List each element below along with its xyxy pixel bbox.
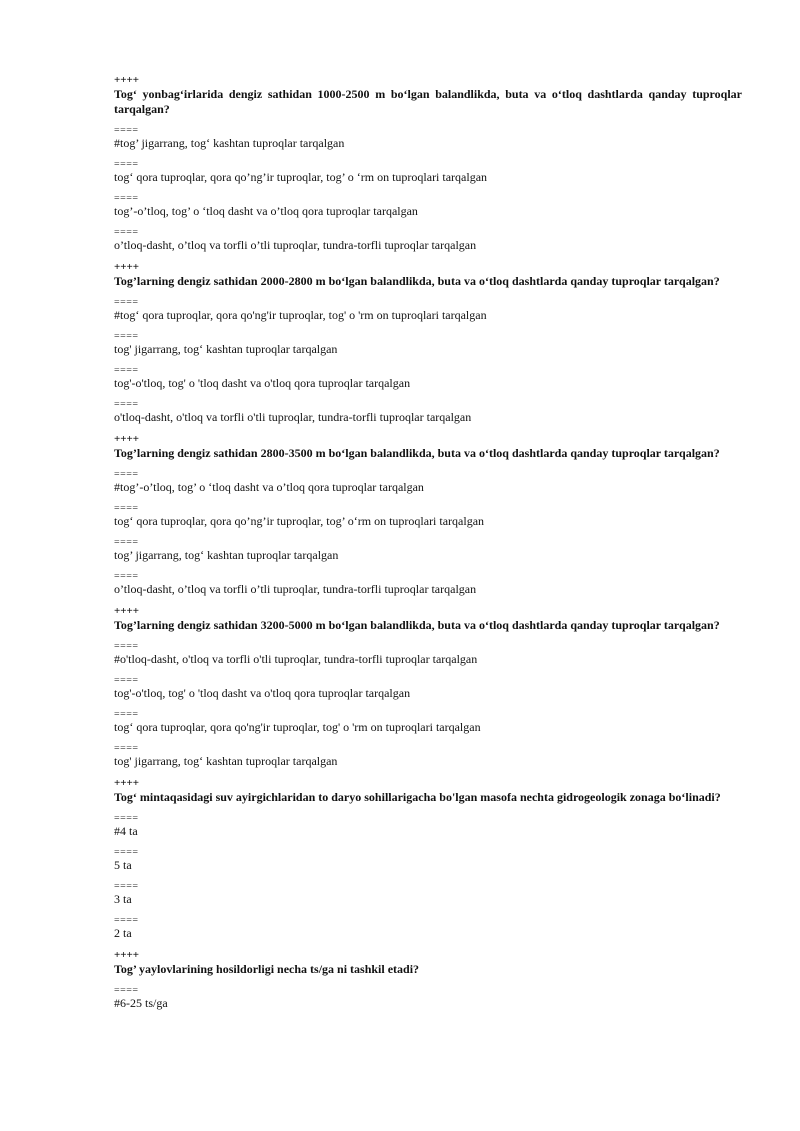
answer-option: tog'-o'tloq, tog' o 'tloq dasht va o'tloq qora tuproqlar tarqalgan (114, 376, 411, 390)
answer-option: o'tloq-dasht, o'tloq va torfli o'tli tuproqlar, tundra-torfli tuproqlar tarqalgan (114, 410, 472, 424)
answer-separator: ==== (114, 193, 139, 204)
question-marker: ++++ (114, 777, 140, 789)
answer-option: tog‘ qora tuproqlar, qora qo’ng’ir tuproqlar, tog’ o ‘rm on tuproqlari tarqalgan (114, 170, 488, 184)
answer-option: tog‘ qora tuproqlar, qora qo'ng'ir tuproqlar, tog' o 'rm on tuproqlari tarqalgan (114, 720, 481, 734)
answer-option: tog’-o’tloq, tog’ o ‘tloq dasht va o’tloq qora tuproqlar tarqalgan (114, 204, 418, 218)
answer-separator: ==== (114, 847, 139, 858)
answer-separator: ==== (114, 881, 139, 892)
question-marker: ++++ (114, 74, 140, 86)
answer-separator: ==== (114, 571, 139, 582)
answer-separator: ==== (114, 469, 139, 480)
question-block (114, 949, 742, 1011)
question-block (114, 261, 742, 425)
question-text: Tog’larning dengiz sathidan 2800-3500 m bo‘lgan balandlikda, buta va o‘tloq dashtlarda qanday tuproqlar tarqalgan? (114, 446, 720, 460)
answer-option: o’tloq-dasht, o’tloq va torfli o’tli tuproqlar, tundra-torfli tuproqlar tarqalgan (114, 582, 477, 596)
question-block (114, 777, 742, 941)
answer-option: tog’ jigarrang, tog‘ kashtan tuproqlar tarqalgan (114, 548, 339, 562)
question-marker: ++++ (114, 261, 140, 273)
answer-option: tog'-o'tloq, tog' o 'tloq dasht va o'tloq qora tuproqlar tarqalgan (114, 686, 411, 700)
answer-option: tog‘ qora tuproqlar, qora qo’ng’ir tuproqlar, tog’ o‘rm on tuproqlari tarqalgan (114, 514, 485, 528)
question-text: Tog‘ mintaqasidagi suv ayirgichlaridan to daryo sohillarigacha bo'lgan masofa nechta gidrogeologik zonaga bo‘linadi? (114, 790, 721, 804)
answer-separator: ==== (114, 985, 139, 996)
question-block (114, 433, 742, 597)
answer-option: o’tloq-dasht, o’tloq va torfli o’tli tuproqlar, tundra-torfli tuproqlar tarqalgan (114, 238, 477, 252)
answer-separator: ==== (114, 641, 139, 652)
document-body (114, 74, 742, 1019)
question-text: Tog‘ yonbag‘irlarida dengiz sathidan 1000-2500 m bo‘lgan balandlikda, buta va o‘tloq dashtlarda qanday tuproqlar tarqalgan? (114, 87, 742, 116)
answer-separator: ==== (114, 915, 139, 926)
answer-option: #tog’ jigarrang, tog‘ kashtan tuproqlar tarqalgan (114, 136, 345, 150)
question-marker: ++++ (114, 605, 140, 617)
question-text: Tog’larning dengiz sathidan 2000-2800 m bo‘lgan balandlikda, buta va o‘tloq dashtlarda qanday tuproqlar tarqalgan? (114, 274, 720, 288)
answer-option: #o'tloq-dasht, o'tloq va torfli o'tli tuproqlar, tundra-torfli tuproqlar tarqalgan (114, 652, 478, 666)
answer-separator: ==== (114, 125, 139, 136)
answer-separator: ==== (114, 297, 139, 308)
answer-separator: ==== (114, 503, 139, 514)
answer-option: #6-25 ts/ga (114, 996, 168, 1010)
answer-separator: ==== (114, 813, 139, 824)
answer-separator: ==== (114, 675, 139, 686)
question-marker: ++++ (114, 949, 140, 961)
answer-separator: ==== (114, 331, 139, 342)
answer-option: #4 ta (114, 824, 138, 838)
answer-separator: ==== (114, 537, 139, 548)
answer-option: #tog‘ qora tuproqlar, qora qo'ng'ir tuproqlar, tog' o 'rm on tuproqlari tarqalgan (114, 308, 487, 322)
answer-separator: ==== (114, 399, 139, 410)
answer-option: 5 ta (114, 858, 132, 872)
answer-separator: ==== (114, 159, 139, 170)
question-block (114, 74, 742, 253)
answer-separator: ==== (114, 709, 139, 720)
question-block (114, 605, 742, 769)
answer-separator: ==== (114, 743, 139, 754)
answer-separator: ==== (114, 227, 139, 238)
answer-option: 3 ta (114, 892, 132, 906)
answer-option: #tog’-o’tloq, tog’ o ‘tloq dasht va o’tloq qora tuproqlar tarqalgan (114, 480, 424, 494)
answer-option: tog' jigarrang, tog‘ kashtan tuproqlar tarqalgan (114, 342, 338, 356)
question-marker: ++++ (114, 433, 140, 445)
question-text: Tog’larning dengiz sathidan 3200-5000 m bo‘lgan balandlikda, buta va o‘tloq dashtlarda qanday tuproqlar tarqalgan? (114, 618, 720, 632)
answer-separator: ==== (114, 365, 139, 376)
answer-option: 2 ta (114, 926, 132, 940)
answer-option: tog' jigarrang, tog‘ kashtan tuproqlar tarqalgan (114, 754, 338, 768)
question-text: Tog’ yaylovlarining hosildorligi necha ts/ga ni tashkil etadi? (114, 962, 420, 976)
